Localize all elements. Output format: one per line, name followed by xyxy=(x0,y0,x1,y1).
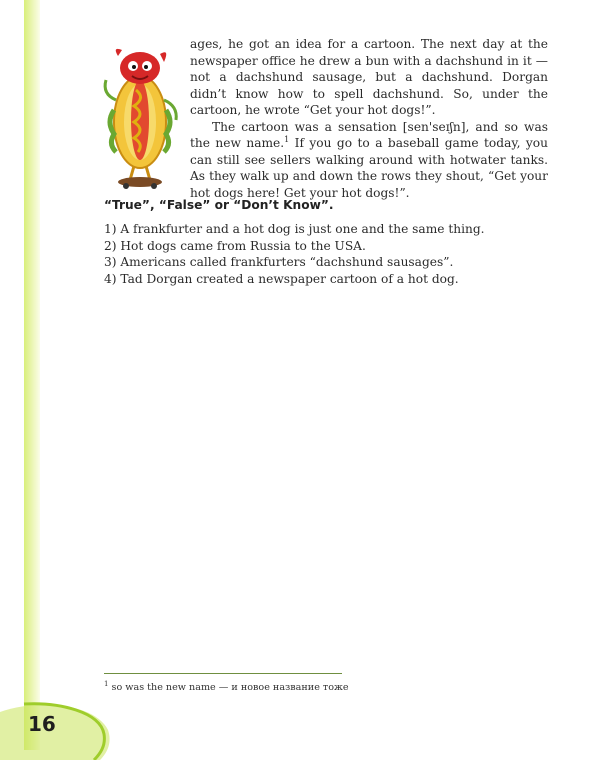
footnote-divider xyxy=(104,673,342,674)
hot-dog-character-icon xyxy=(96,40,186,190)
story-text xyxy=(190,36,548,201)
paragraph-1: ages, he got an idea for a cartoon. The next day at the newspaper office he drew a bun with a dachshund in it — not a dachshund sausage, but a dachshund. Dorgan didn’t know how to spell dachshund. So, under the cartoon, he wrote “Get your hot dogs!”. xyxy=(190,37,548,117)
exercise-title: “True”, “False” or “Don’t Know”. xyxy=(104,198,334,212)
exercise-block xyxy=(104,198,554,287)
exercise-item: 3) Americans called frankfurters “dachshund sausages”. xyxy=(104,255,454,269)
page-margin-strip xyxy=(24,0,40,750)
footnote-number: 1 xyxy=(104,680,109,688)
page-number: 16 xyxy=(28,712,56,736)
footnote-marker: 1 xyxy=(284,134,290,144)
paragraph-2 xyxy=(190,119,548,202)
paragraph-2-end: If you go to a baseball game today, you can still see sellers walking around with hotwater tanks. As they walk up and down the rows they shout, “Get your hot dogs here! Get your hot dogs!”. xyxy=(190,136,548,200)
exercise-item: 4) Tad Dorgan created a newspaper cartoon of a hot dog. xyxy=(104,271,459,286)
exercise-item: 1) A frankfurter and a hot dog is just one and the same thing. xyxy=(104,222,485,236)
paragraph-2-start: The cartoon was a sensation [sen'seɪʃn], and so was the new name. xyxy=(190,119,548,150)
footnote xyxy=(104,680,544,693)
exercise-list xyxy=(104,221,554,287)
exercise-item: 2) Hot dogs came from Russia to the USA. xyxy=(104,238,366,253)
footnote-text: so was the new name — и новое название тоже xyxy=(108,682,349,694)
